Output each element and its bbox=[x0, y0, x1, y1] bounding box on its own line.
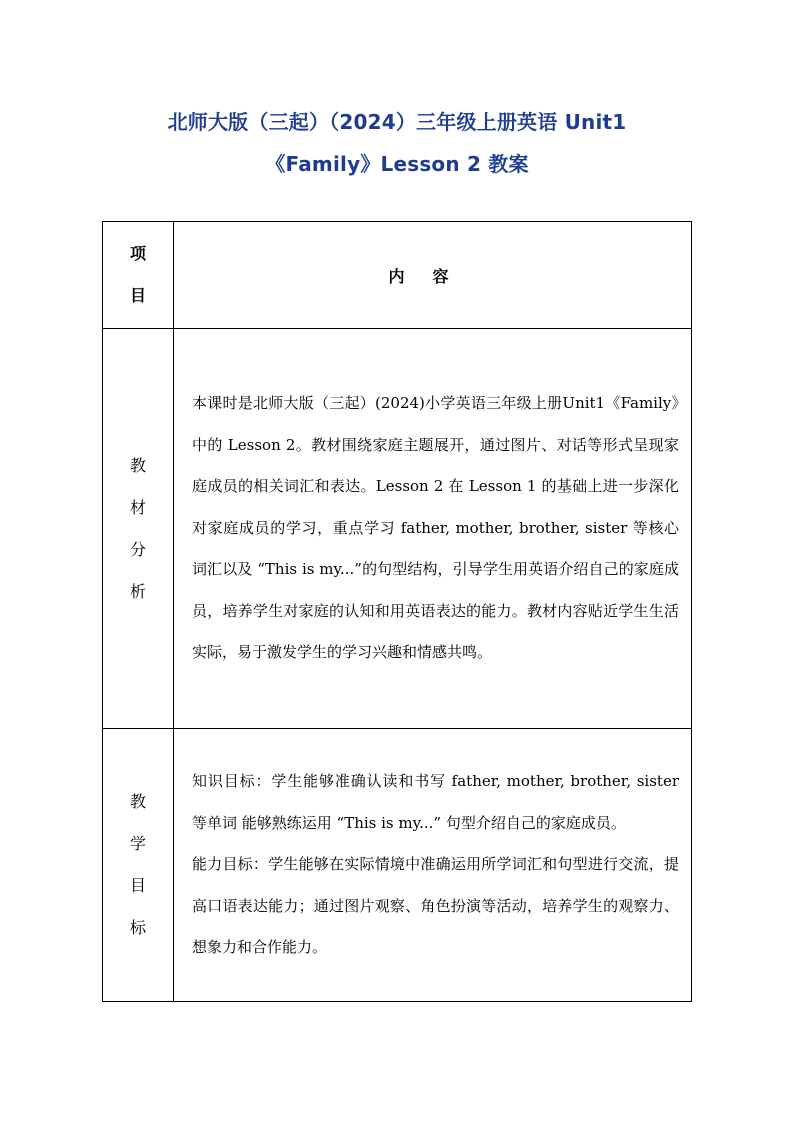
row-label-char: 教 bbox=[129, 455, 146, 475]
row-label-char: 分 bbox=[129, 539, 146, 559]
content-paragraph: 能力目标：学生能够在实际情境中准确运用所学词汇和句型进行交流，提高口语表达能力；通过图片观察、角色扮演等活动，培养学生的观察力、想象力和合作能力。 bbox=[192, 855, 679, 957]
row-label-char: 教 bbox=[129, 792, 146, 811]
row-label-char: 材 bbox=[129, 497, 146, 517]
document-title-line1: 北师大版（三起）（2024）三年级上册英语 Unit1 bbox=[167, 110, 627, 134]
row-label-material-analysis bbox=[103, 329, 174, 729]
header-item-cell bbox=[103, 222, 174, 329]
table-row-teaching-goals bbox=[103, 729, 692, 1002]
row-content-material-analysis bbox=[174, 329, 692, 729]
table-header-row bbox=[103, 222, 692, 329]
table-row-material-analysis bbox=[103, 329, 692, 729]
header-item-char: 项 bbox=[129, 244, 146, 263]
row-label-char: 目 bbox=[129, 876, 146, 895]
row-label-char: 学 bbox=[129, 834, 146, 853]
header-content-cell: 内容 bbox=[174, 222, 692, 329]
row-label-char: 标 bbox=[129, 918, 146, 937]
header-item-char: 目 bbox=[129, 286, 146, 305]
row-label-teaching-goals bbox=[103, 729, 174, 1002]
row-content-teaching-goals bbox=[174, 729, 692, 1002]
row-label-char: 析 bbox=[129, 581, 146, 601]
content-paragraph: 知识目标：学生能够准确认读和书写 father, mother, brother, sister 等单词 能够熟练运用 “This is my...” 句型介绍自己的家庭成员。 bbox=[192, 772, 679, 832]
content-paragraph: 本课时是北师大版（三起）(2024)小学英语三年级上册Unit1《Family》中的 Lesson 2。教材围绕家庭主题展开，通过图片、对话等形式呈现家庭成员的相关词汇和表达。Lesson 2 在 Lesson 1 的基础上进一步深化对家庭成员的学习，重点学习 father, mother, brother, sister 等核心词汇以及 “This is my...”的句型结构，引导学生用英语介绍自己的家庭成员，培养学生对家庭的认知和用英语表达的能力。教材内容贴近学生生活实际，易于激发学生的学习兴趣和情感共鸣。 bbox=[192, 394, 679, 662]
lesson-plan-table bbox=[102, 221, 692, 1002]
document-title-line2: 《Family》Lesson 2 教案 bbox=[265, 152, 529, 176]
